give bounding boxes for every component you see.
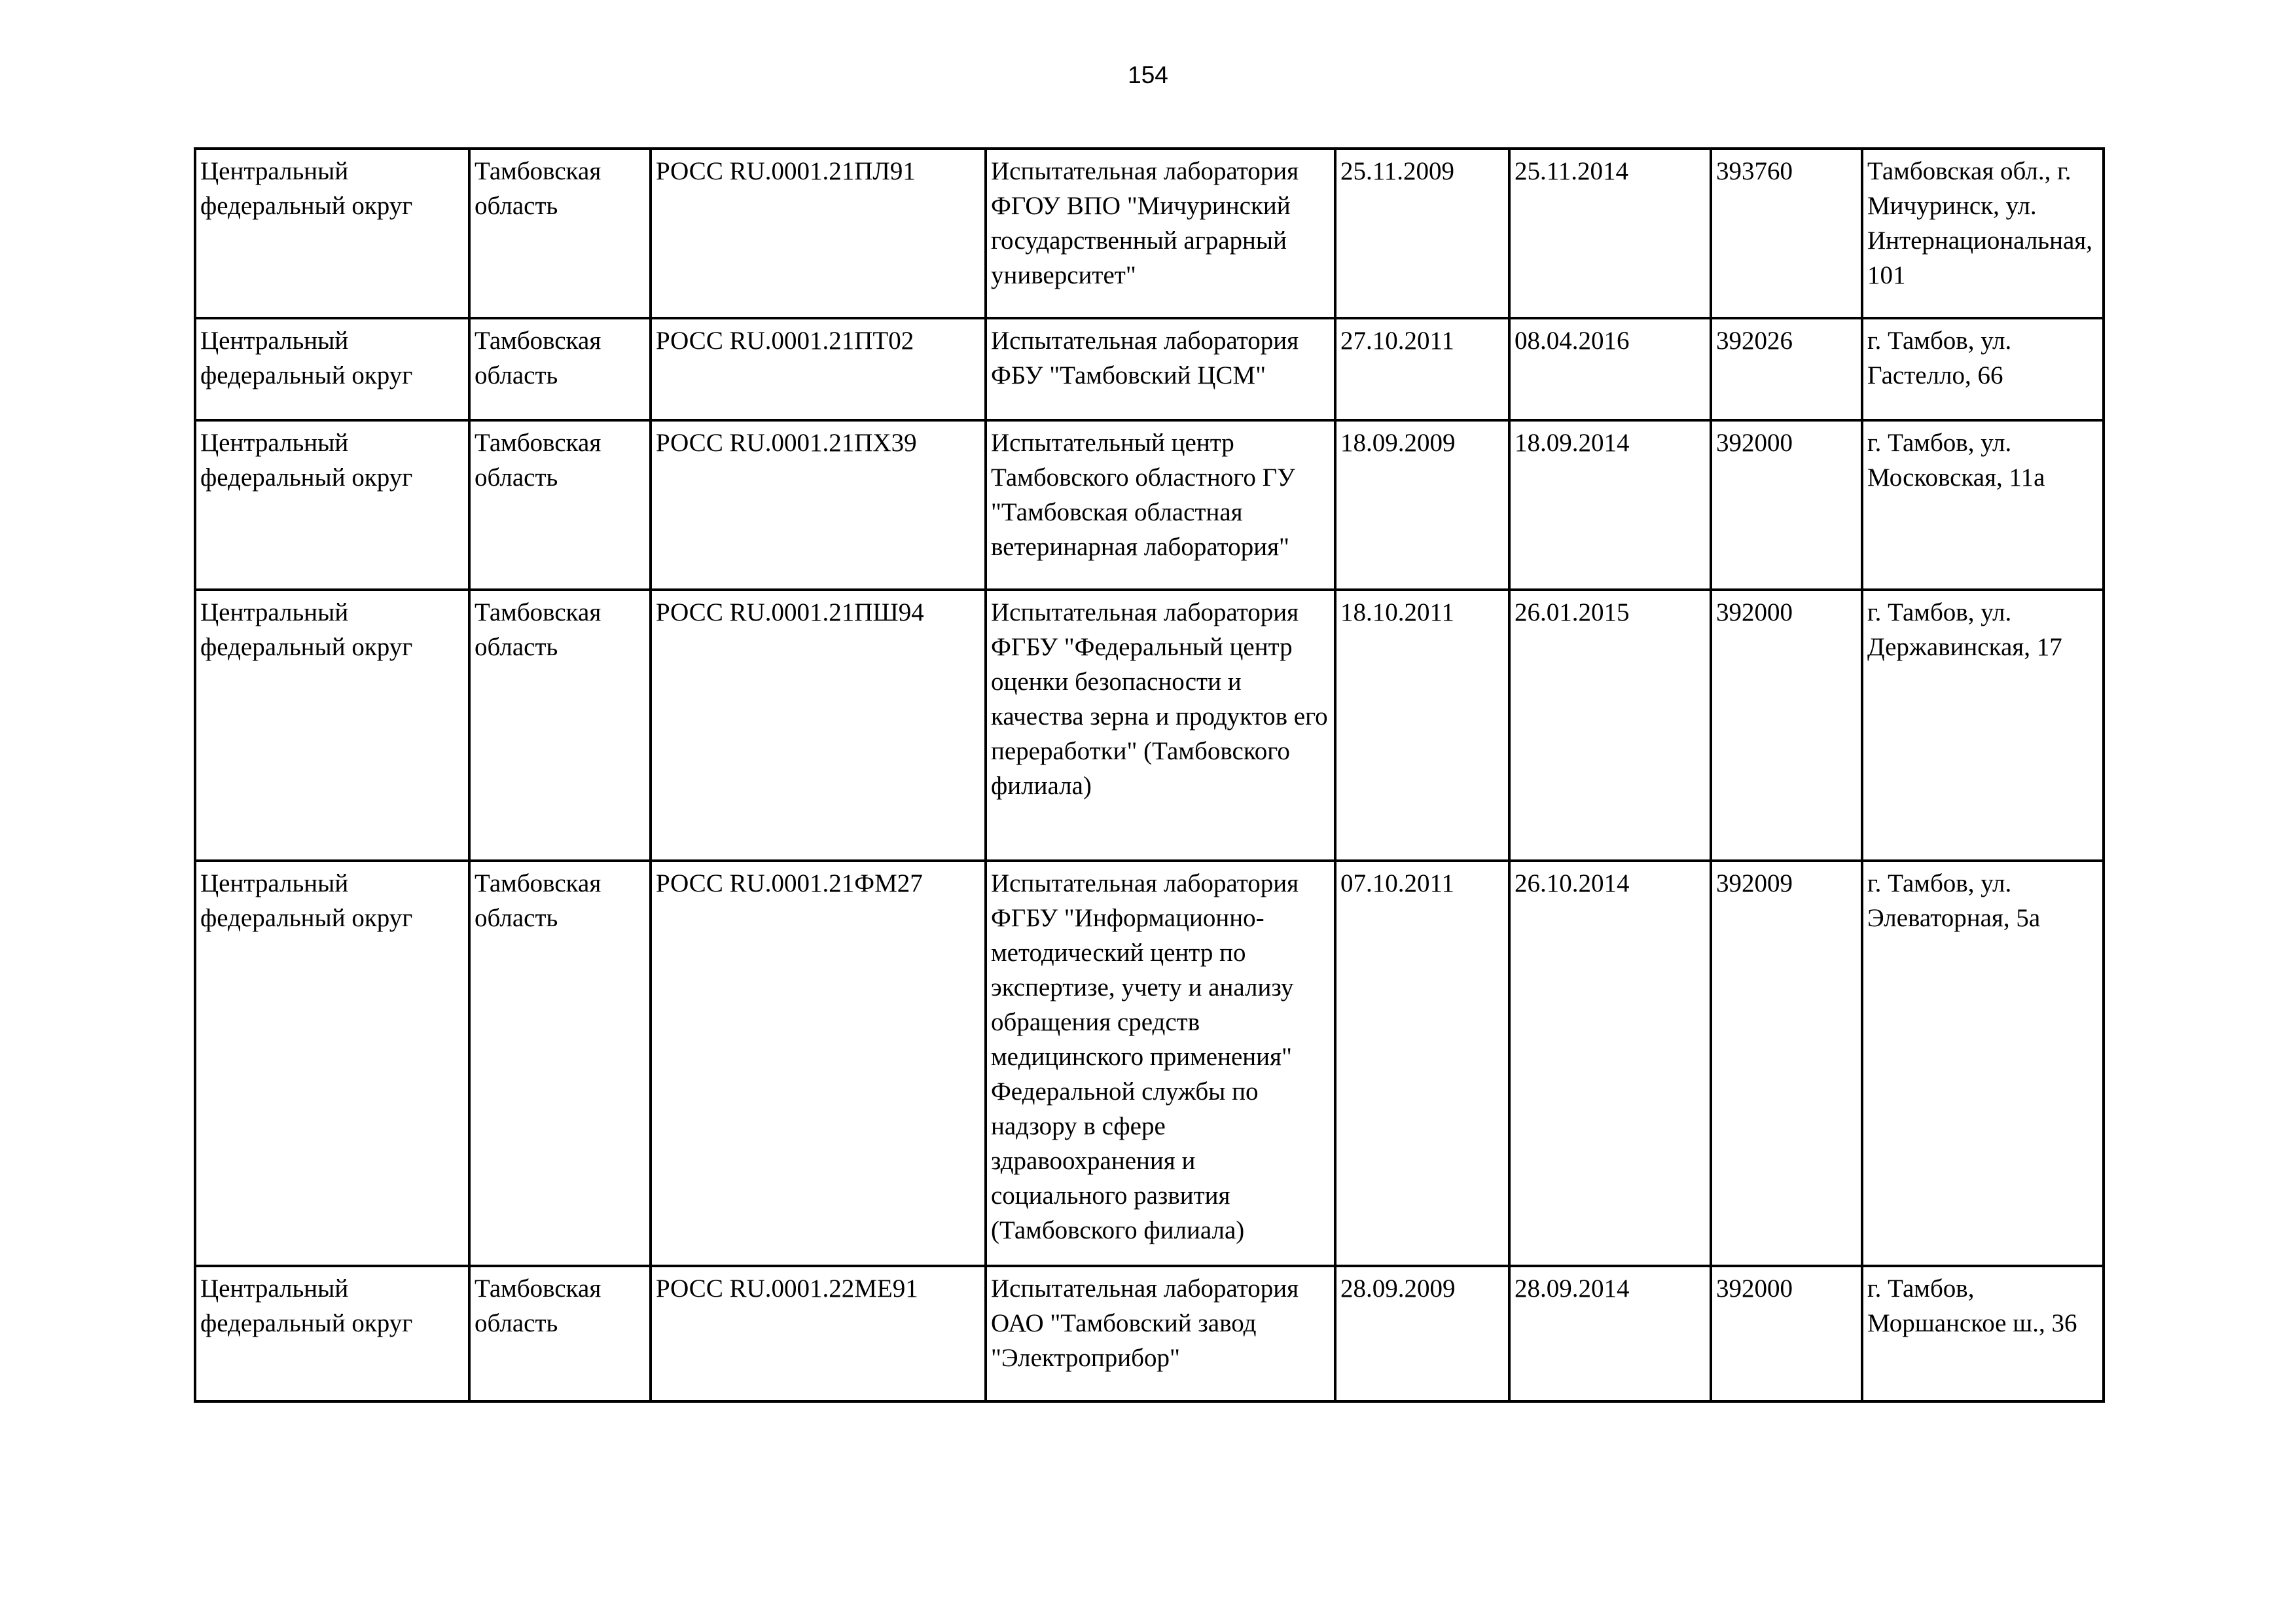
table-row — [195, 861, 2104, 1266]
region-cell: Тамбовская область — [469, 1266, 651, 1401]
region-cell: Тамбовская область — [469, 590, 651, 861]
date-valid-until-cell: 26.01.2015 — [1509, 590, 1711, 861]
postal-code-cell: 392026 — [1711, 318, 1862, 420]
district-cell: Центральный федеральный округ — [195, 861, 469, 1266]
laboratory-registry-table — [194, 147, 2105, 1403]
region-cell: Тамбовская область — [469, 149, 651, 318]
accreditation-number-cell: РОСС RU.0001.21ПХ39 — [651, 420, 986, 590]
postal-code-cell: 392000 — [1711, 590, 1862, 861]
district-cell: Центральный федеральный округ — [195, 420, 469, 590]
accreditation-number-cell: РОСС RU.0001.21ПЛ91 — [651, 149, 986, 318]
laboratory-cell: Испытательный центр Тамбовского областного ГУ "Тамбовская областная ветеринарная лаборатория" — [986, 420, 1335, 590]
address-cell: г. Тамбов, ул. Гастелло, 66 — [1862, 318, 2104, 420]
date-issued-cell: 28.09.2009 — [1335, 1266, 1509, 1401]
district-cell: Центральный федеральный округ — [195, 149, 469, 318]
address-cell: г. Тамбов, ул. Московская, 11а — [1862, 420, 2104, 590]
date-valid-until-cell: 26.10.2014 — [1509, 861, 1711, 1266]
date-issued-cell: 27.10.2011 — [1335, 318, 1509, 420]
accreditation-number-cell: РОСС RU.0001.21ФМ27 — [651, 861, 986, 1266]
table-row — [195, 420, 2104, 590]
date-valid-until-cell: 28.09.2014 — [1509, 1266, 1711, 1401]
table-row — [195, 590, 2104, 861]
region-cell: Тамбовская область — [469, 318, 651, 420]
postal-code-cell: 392009 — [1711, 861, 1862, 1266]
accreditation-number-cell: РОСС RU.0001.22МЕ91 — [651, 1266, 986, 1401]
district-cell: Центральный федеральный округ — [195, 590, 469, 861]
table-row — [195, 318, 2104, 420]
date-issued-cell: 18.09.2009 — [1335, 420, 1509, 590]
postal-code-cell: 392000 — [1711, 1266, 1862, 1401]
address-cell: Тамбовская обл., г. Мичуринск, ул. Интернациональная, 101 — [1862, 149, 2104, 318]
laboratory-cell: Испытательная лаборатория ФГОУ ВПО "Мичуринский государственный аграрный университет" — [986, 149, 1335, 318]
postal-code-cell: 393760 — [1711, 149, 1862, 318]
accreditation-number-cell: РОСС RU.0001.21ПШ94 — [651, 590, 986, 861]
postal-code-cell: 392000 — [1711, 420, 1862, 590]
date-issued-cell: 07.10.2011 — [1335, 861, 1509, 1266]
table-row — [195, 149, 2104, 318]
address-cell: г. Тамбов, ул. Державинская, 17 — [1862, 590, 2104, 861]
accreditation-number-cell: РОСС RU.0001.21ПТ02 — [651, 318, 986, 420]
region-cell: Тамбовская область — [469, 861, 651, 1266]
laboratory-cell: Испытательная лаборатория ФГБУ "Информационно-методический центр по экспертизе, учету и анализу обращения средств медицинского применения" Федеральной службы по надзору в сфере здравоохранения и социального развития (Тамбовского филиала) — [986, 861, 1335, 1266]
page-number: 154 — [1128, 62, 1168, 88]
laboratory-cell: Испытательная лаборатория ФБУ "Тамбовский ЦСМ" — [986, 318, 1335, 420]
laboratory-cell: Испытательная лаборатория ФГБУ "Федеральный центр оценки безопасности и качества зерна и продуктов его переработки" (Тамбовского филиала) — [986, 590, 1335, 861]
date-valid-until-cell: 18.09.2014 — [1509, 420, 1711, 590]
date-valid-until-cell: 08.04.2016 — [1509, 318, 1711, 420]
district-cell: Центральный федеральный округ — [195, 1266, 469, 1401]
region-cell: Тамбовская область — [469, 420, 651, 590]
address-cell: г. Тамбов, ул. Элеваторная, 5а — [1862, 861, 2104, 1266]
date-issued-cell: 18.10.2011 — [1335, 590, 1509, 861]
table-row — [195, 1266, 2104, 1401]
laboratory-cell: Испытательная лаборатория ОАО "Тамбовский завод "Электроприбор" — [986, 1266, 1335, 1401]
address-cell: г. Тамбов, Моршанское ш., 36 — [1862, 1266, 2104, 1401]
date-valid-until-cell: 25.11.2014 — [1509, 149, 1711, 318]
date-issued-cell: 25.11.2009 — [1335, 149, 1509, 318]
district-cell: Центральный федеральный округ — [195, 318, 469, 420]
